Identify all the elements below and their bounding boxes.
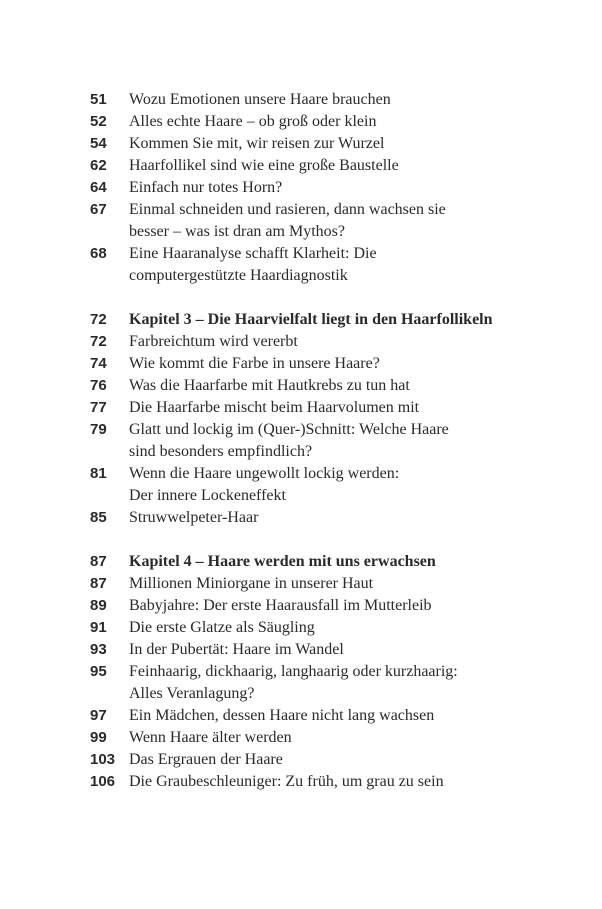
- entry-title: [129, 727, 292, 749]
- entry-title-line: Farbreichtum wird vererbt: [129, 333, 298, 350]
- toc-entry: [90, 595, 560, 617]
- toc-section: [90, 309, 560, 529]
- toc-entry: [90, 705, 560, 727]
- entry-title-line: Wozu Emotionen unsere Haare brauchen: [129, 91, 391, 108]
- toc-entry: [90, 463, 560, 507]
- entry-title-line: Millionen Miniorgane in unserer Haut: [129, 575, 374, 592]
- entry-title-line: Die Haarfarbe mischt beim Haarvolumen mit: [129, 399, 420, 416]
- page-number: 64: [90, 179, 107, 196]
- page-number: 79: [90, 421, 107, 438]
- page-number: 87: [90, 553, 107, 570]
- entry-title-line: Struwwelpeter-Haar: [129, 509, 259, 526]
- entry-title: [129, 617, 315, 639]
- page-number: 99: [90, 729, 107, 746]
- page-number: 74: [90, 355, 107, 372]
- page-number: 95: [90, 663, 107, 680]
- page-number: 67: [90, 201, 107, 218]
- entry-title: [129, 89, 391, 111]
- entry-title-line: Wenn Haare älter werden: [129, 729, 292, 746]
- entry-title-line: Das Ergrauen der Haare: [129, 751, 283, 768]
- toc-entry: [90, 177, 560, 199]
- toc-entry: [90, 155, 560, 177]
- entry-title-line: Haarfollikel sind wie eine große Baustelle: [129, 157, 399, 174]
- entry-title-line: Was die Haarfarbe mit Hautkrebs zu tun hat: [129, 377, 410, 394]
- entry-title: [129, 463, 399, 507]
- page-number: 52: [90, 113, 107, 130]
- entry-title-line: Kapitel 3 – Die Haarvielfalt liegt in den Haarfollikeln: [129, 311, 493, 328]
- entry-title-line: Einmal schneiden und rasieren, dann wachsen sie: [129, 201, 446, 218]
- page-number: 54: [90, 135, 107, 152]
- toc-entry: [90, 243, 560, 287]
- entry-title: [129, 595, 432, 617]
- entry-title: [129, 177, 282, 199]
- toc-entry: [90, 331, 560, 353]
- toc-entry: [90, 617, 560, 639]
- toc-section: [90, 551, 560, 793]
- entry-title: [129, 375, 410, 397]
- toc-entry: [90, 727, 560, 749]
- toc-chapter-heading: [90, 551, 560, 573]
- page-number: 87: [90, 575, 107, 592]
- page-number: 103: [90, 751, 116, 768]
- page-number: 89: [90, 597, 107, 614]
- entry-title-line: Alles echte Haare – ob groß oder klein: [129, 113, 377, 130]
- entry-title: [129, 419, 449, 463]
- entry-title-line: Ein Mädchen, dessen Haare nicht lang wachsen: [129, 707, 435, 724]
- toc-entry: [90, 639, 560, 661]
- page-number: 72: [90, 311, 107, 328]
- page-number: 51: [90, 91, 107, 108]
- entry-title: [129, 309, 493, 331]
- page-number: 68: [90, 245, 107, 262]
- toc-entry: [90, 133, 560, 155]
- entry-title-line: Kapitel 4 – Haare werden mit uns erwachsen: [129, 553, 436, 570]
- page-number: 106: [90, 773, 116, 790]
- toc-chapter-heading: [90, 309, 560, 331]
- toc-entry: [90, 507, 560, 529]
- entry-title: [129, 397, 419, 419]
- entry-title: [129, 331, 298, 353]
- toc-entry: [90, 661, 560, 705]
- page-number: 81: [90, 465, 107, 482]
- entry-title: [129, 199, 446, 243]
- entry-title-line: besser – was ist dran am Mythos?: [129, 223, 345, 240]
- toc-entry: [90, 419, 560, 463]
- entry-title-line: Die Graubeschleuniger: Zu früh, um grau zu sein: [129, 773, 444, 790]
- entry-title: [129, 771, 444, 793]
- entry-title: [129, 507, 258, 529]
- entry-title-line: computergestützte Haardiagnostik: [129, 267, 348, 284]
- entry-title: [129, 133, 384, 155]
- entry-title: [129, 573, 373, 595]
- toc-entry: [90, 771, 560, 793]
- page-number: 91: [90, 619, 107, 636]
- entry-title-line: Kommen Sie mit, wir reisen zur Wurzel: [129, 135, 385, 152]
- entry-title-line: Alles Veranlagung?: [129, 685, 255, 702]
- entry-title: [129, 243, 377, 287]
- toc-entry: [90, 375, 560, 397]
- entry-title-line: Babyjahre: Der erste Haarausfall im Mutterleib: [129, 597, 432, 614]
- page-number: 97: [90, 707, 107, 724]
- entry-title-line: Glatt und lockig im (Quer-)Schnitt: Welche Haare: [129, 421, 449, 438]
- toc-entry: [90, 397, 560, 419]
- toc-entry: [90, 111, 560, 133]
- entry-title: [129, 661, 458, 705]
- entry-title-line: Der innere Lockeneffekt: [129, 487, 286, 504]
- entry-title-line: In der Pubertät: Haare im Wandel: [129, 641, 344, 658]
- entry-title: [129, 551, 436, 573]
- toc-entry: [90, 89, 560, 111]
- page-number: 76: [90, 377, 107, 394]
- entry-title-line: sind besonders empfindlich?: [129, 443, 313, 460]
- page-number: 72: [90, 333, 107, 350]
- entry-title-line: Wenn die Haare ungewollt lockig werden:: [129, 465, 400, 482]
- toc-section: [90, 89, 560, 287]
- toc-entry: [90, 573, 560, 595]
- table-of-contents: [90, 89, 560, 815]
- page-number: 62: [90, 157, 107, 174]
- entry-title: [129, 639, 344, 661]
- toc-entry: [90, 199, 560, 243]
- entry-title-line: Wie kommt die Farbe in unsere Haare?: [129, 355, 380, 372]
- toc-entry: [90, 353, 560, 375]
- page-number: 77: [90, 399, 107, 416]
- page-number: 85: [90, 509, 107, 526]
- entry-title-line: Einfach nur totes Horn?: [129, 179, 283, 196]
- toc-entry: [90, 749, 560, 771]
- entry-title: [129, 111, 376, 133]
- page-number: 93: [90, 641, 107, 658]
- entry-title: [129, 155, 399, 177]
- entry-title-line: Feinhaarig, dickhaarig, langhaarig oder kurzhaarig:: [129, 663, 458, 680]
- entry-title: [129, 705, 434, 727]
- entry-title-line: Die erste Glatze als Säugling: [129, 619, 315, 636]
- entry-title-line: Eine Haaranalyse schafft Klarheit: Die: [129, 245, 377, 262]
- entry-title: [129, 353, 380, 375]
- entry-title: [129, 749, 283, 771]
